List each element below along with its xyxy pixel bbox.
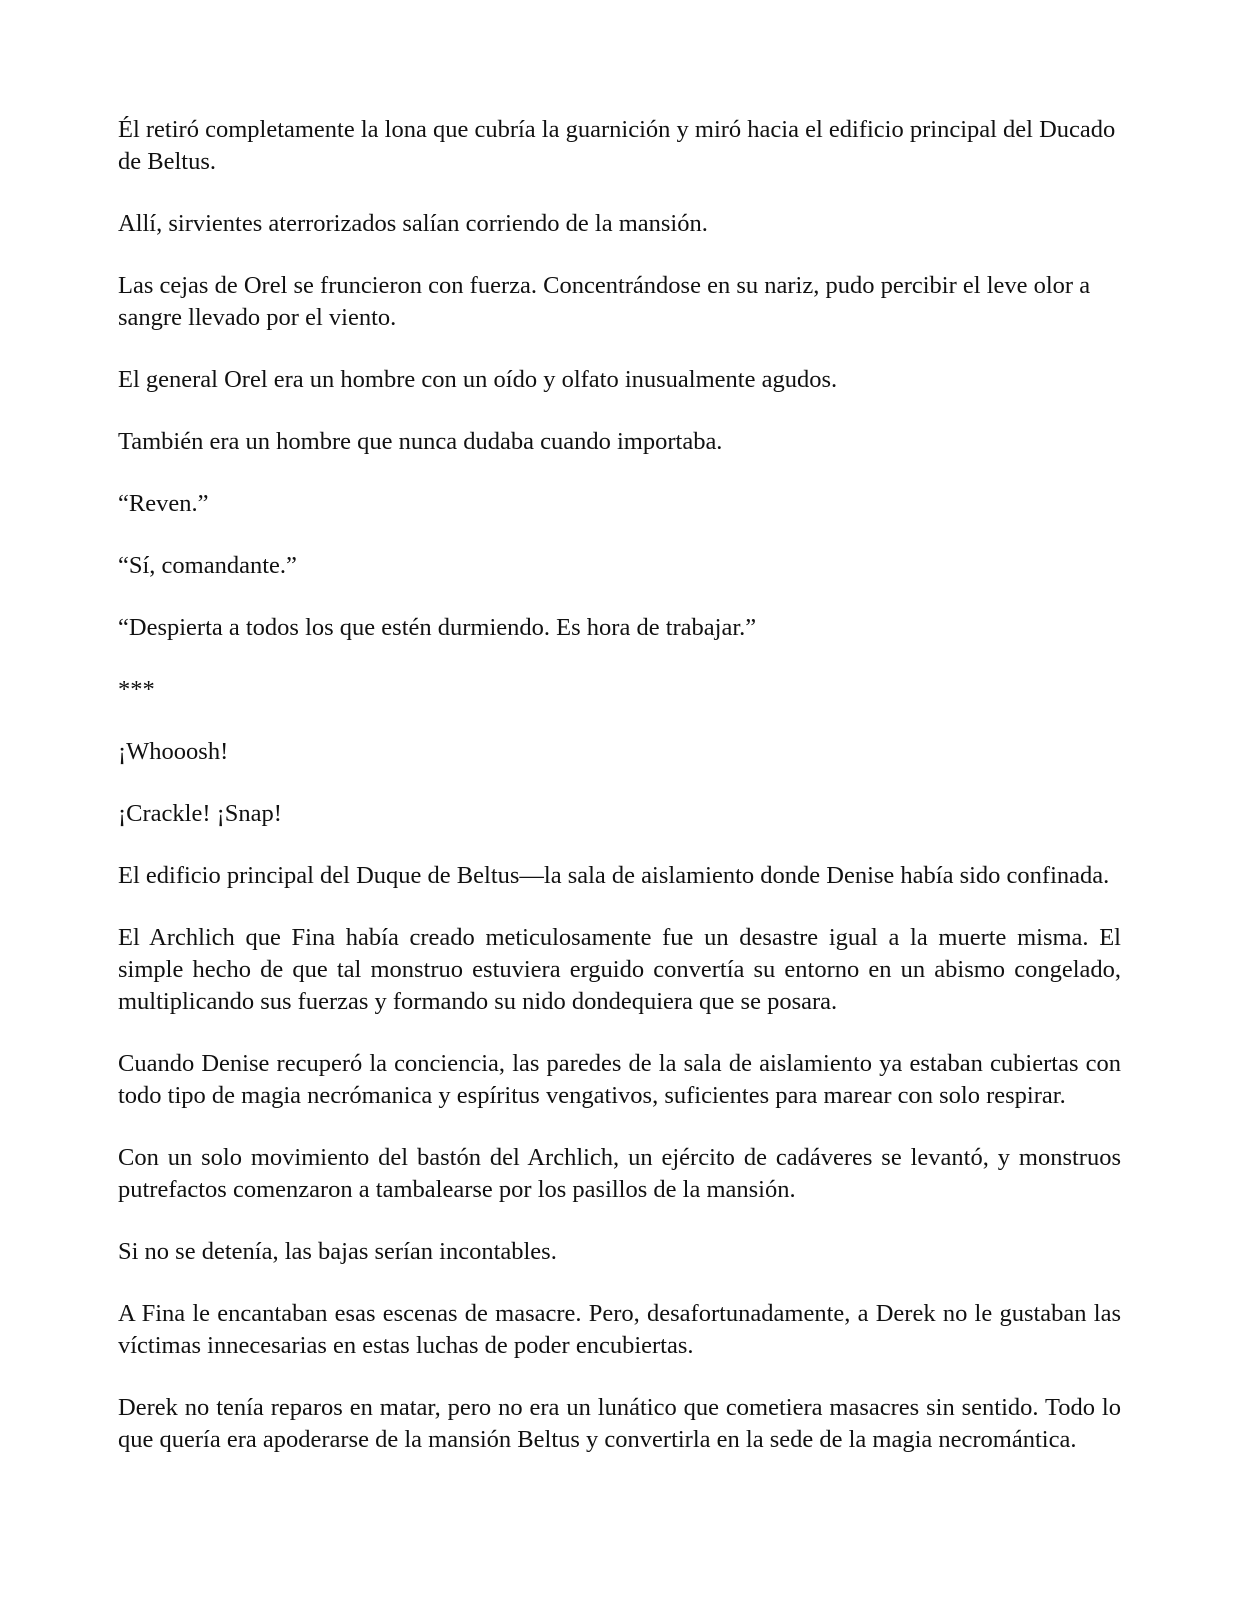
paragraph: Cuando Denise recuperó la conciencia, las paredes de la sala de aislamiento ya estaban cubiertas con todo tipo de magia necrómanica y espíritus vengativos, suficientes para marear con solo respirar. (118, 1050, 1121, 1109)
paragraph: También era un hombre que nunca dudaba cuando importaba. (118, 428, 723, 455)
paragraph: Si no se detenía, las bajas serían incontables. (118, 1238, 557, 1265)
paragraph: El general Orel era un hombre con un oído y olfato inusualmente agudos. (118, 366, 838, 393)
paragraph: Él retiró completamente la lona que cubría la guarnición y miró hacia el edificio principal del Ducado de Beltus. (118, 116, 1116, 175)
paragraph: El edificio principal del Duque de Beltus—la sala de aislamiento donde Denise había sido confinada. (118, 862, 1110, 889)
paragraph: Derek no tenía reparos en matar, pero no era un lunático que cometiera masacres sin sentido. Todo lo que quería era apoderarse de la mansión Beltus y convertirla en la sede de la magia necromántica. (118, 1394, 1121, 1453)
scene-break: *** (118, 676, 155, 703)
paragraph: A Fina le encantaban esas escenas de masacre. Pero, desafortunadamente, a Derek no le gustaban las víctimas innecesarias en estas luchas de poder encubiertas. (118, 1300, 1121, 1359)
paragraph: Las cejas de Orel se fruncieron con fuerza. Concentrándose en su nariz, pudo percibir el leve olor a sangre llevado por el viento. (118, 272, 1091, 331)
sound-effect: ¡Whooosh! (118, 738, 229, 765)
paragraph: Con un solo movimiento del bastón del Archlich, un ejército de cadáveres se levantó, y monstruos putrefactos comenzaron a tambalearse por los pasillos de la mansión. (118, 1144, 1121, 1203)
paragraph: El Archlich que Fina había creado meticulosamente fue un desastre igual a la muerte misma. El simple hecho de que tal monstruo estuviera erguido convertía su entorno en un abismo congelado, multiplicando sus fuerzas y formando su nido dondequiera que se posara. (118, 924, 1121, 1015)
dialogue-line: “Sí, comandante.” (118, 552, 297, 579)
dialogue-line: “Reven.” (118, 490, 209, 517)
dialogue-line: “Despierta a todos los que estén durmiendo. Es hora de trabajar.” (118, 614, 757, 641)
paragraph: Allí, sirvientes aterrorizados salían corriendo de la mansión. (118, 210, 708, 237)
sound-effect: ¡Crackle! ¡Snap! (118, 800, 282, 827)
